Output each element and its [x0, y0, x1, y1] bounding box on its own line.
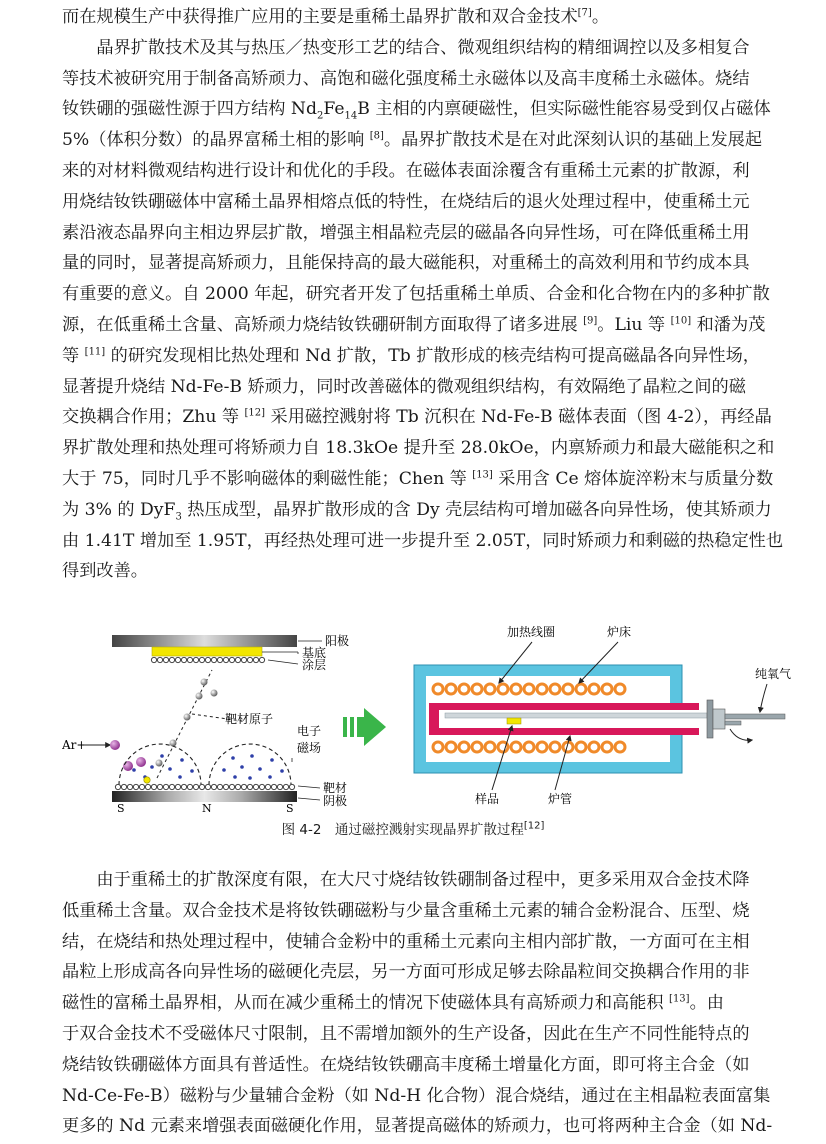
process-arrow — [343, 708, 386, 746]
text-line: 由于重稀土的扩散深度有限，在大尺寸烧结钕铁硼制备过程中，更多采用双合金技术降 — [62, 870, 750, 890]
label-target: 靶材 — [323, 781, 348, 795]
label-sample: 样品 — [475, 792, 500, 806]
sample-piece — [507, 718, 521, 724]
label-pole-s-left: S — [117, 802, 125, 815]
heating-coil-top — [433, 684, 625, 694]
text-line: 烧结钕铁硼磁体方面具有普适性。在烧结钕铁硼高丰度稀土增量化方面，即可将主合金（如 — [62, 1054, 750, 1075]
text-line: 有重要的意义。自 2000 年起，研究者开发了包括重稀土单质、合金和化合物在内的多种扩散 — [62, 284, 770, 305]
text-line: 源，在低重稀土含量、高矫顽力烧结钕铁硼研制方面取得了诸多进展 [9]。Liu 等 [10] 和潘为茂 — [62, 314, 766, 335]
text-line: 晶界扩散技术及其与热压／热变形工艺的结合、微观组织结构的精细调控以及多相复合 — [62, 37, 750, 58]
text-line: 等 [11] 的研究发现相比热处理和 Nd 扩散，Tb 扩散形成的核壳结构可提高磁晶各向异性场， — [62, 345, 760, 366]
text-line: 等技术被研究用于制备高矫顽力、高饱和磁化强度稀土永磁体以及高丰度稀土永磁体。烧结 — [62, 68, 750, 89]
text-line: 而在规模生产中获得推广应用的主要是重稀土晶界扩散和双合金技术[7]。 — [62, 7, 610, 27]
text-line: 来的对材料微观结构进行设计和优化的手段。在磁体表面涂覆含有重稀土元素的扩散源，利 — [62, 160, 750, 181]
label-pole-n: N — [202, 802, 212, 815]
text-line: 交换耦合作用；Zhu 等 [12] 采用磁控溅射将 Tb 沉积在 Nd-Fe-B 磁体表面（图 4-2），再经晶 — [62, 407, 772, 428]
text-line: 钕铁硼的强磁性源于四方结构 $Nd_2Fe_{14}B$ 主相的内禀硬磁性，但实际磁性能容易受到仅占磁体 — [62, 99, 771, 122]
label-substrate: 基底 — [302, 646, 327, 660]
label-anode: 阳极 — [325, 634, 350, 648]
label-heating-coil: 加热线圈 — [507, 625, 556, 639]
text-line: 5%（体积分数）的晶界富稀土相的影响 [8]。晶界扩散技术是在对此深刻认识的基础上发展起 — [62, 130, 763, 151]
label-cathode: 阴极 — [323, 794, 348, 808]
coating-layer — [152, 647, 262, 656]
text-line: 素沿液态晶界向主相边界层扩散，增强主相晶粒壳层的磁晶各向异性场，可在降低重稀土用 — [62, 222, 750, 243]
text-block-top — [62, 2, 814, 587]
label-oxygen: 纯氧气 — [755, 667, 792, 681]
cathode-plate — [112, 791, 297, 802]
text-line: 显著提升烧结 Nd-Fe-B 矫顽力，同时改善磁体的微观组织结构，有效隔绝了晶粒之间的磁 — [62, 376, 746, 397]
tube-furnace-diagram — [414, 624, 791, 806]
sputtering-diagram — [62, 633, 349, 815]
text-line: 于双合金技术不受磁体尺寸限制，且不需增加额外的生产设备，因此在生产不同性能特点的 — [62, 1023, 750, 1044]
electron-dots — [132, 754, 284, 780]
text-line: 磁性的富稀土晶界相，从而在减少重稀土的情况下使磁体具有高矫顽力和高能积 [13]。由 — [62, 993, 724, 1014]
figure-4-2 — [62, 600, 822, 840]
coating-balls — [151, 657, 264, 662]
text-line: 更多的 Nd 元素来增强表面磁硬化作用，显著提高磁体的矫顽力，也可将两种主合金（如 Nd- — [62, 1116, 773, 1137]
text-line: 量的同时，显著提高矫顽力，且能保持高的最大磁能积，对重稀土的高效利用和节约成本具 — [62, 253, 750, 274]
label-target-atom: 靶材原子 — [225, 712, 274, 726]
text-line: 由 1.41T 增加至 1.95T，再经热处理可进一步提升至 2.05T，同时矫顽力和剩磁的热稳定性也 — [62, 530, 784, 551]
label-furnace-tube: 炉管 — [548, 792, 573, 806]
label-magnetic-field: 磁场 — [297, 741, 322, 755]
heating-coil-bottom — [433, 742, 625, 752]
text-line: 界扩散处理和热处理可将矫顽力自 18.3kOe 提升至 28.0kOe，内禀矫顽力和最大磁能积之和 — [62, 438, 775, 459]
text-line: 结，在烧结和热处理过程中，使辅合金粉中的重稀土元素向主相内部扩散，一方面可在主相 — [62, 931, 750, 952]
label-pole-s-right: S — [286, 802, 294, 815]
anode-plate — [112, 635, 297, 647]
text-line: 为 3% 的 DyF$_3$ 热压成型，晶界扩散形成的含 Dy 壳层结构可增加磁各向异性场，使其矫顽力 — [62, 499, 772, 523]
text-line: 低重稀土含量。双合金技术是将钕铁硼磁粉与少量含重稀土元素的辅合金粉混合、压型、烧 — [62, 900, 750, 921]
text-block-bottom — [62, 865, 814, 1142]
text-line: 用烧结钕铁硼磁体中富稀土晶界相熔点低的特性，在烧结后的退火处理过程中，使重稀土元 — [62, 191, 750, 212]
figure-caption: 图 4-2 通过磁控溅射实现晶界扩散过程[12] — [281, 820, 545, 838]
text-line: 得到改善。 — [62, 561, 148, 582]
text-line: 晶粒上形成高各向异性场的磁硬化壳层，另一方面可形成足够去除晶粒间交换耦合作用的非 — [62, 962, 750, 983]
target-balls — [115, 784, 294, 789]
label-electron: 电子 — [297, 724, 322, 738]
label-coating: 涂层 — [302, 658, 327, 672]
label-furnace-bed: 炉床 — [607, 625, 632, 639]
text-line: 大于 75，同时几乎不影响磁体的剩磁性能；Chen 等 [13] 采用含 Ce 熔体旋淬粉末与质量分数 — [62, 468, 774, 489]
text-line: Nd-Ce-Fe-B）磁粉与少量辅合金粉（如 Nd-H 化合物）混合烧结，通过在主相晶粒表面富集 — [62, 1085, 771, 1106]
label-ar-ion: Ar+ — [62, 738, 87, 752]
